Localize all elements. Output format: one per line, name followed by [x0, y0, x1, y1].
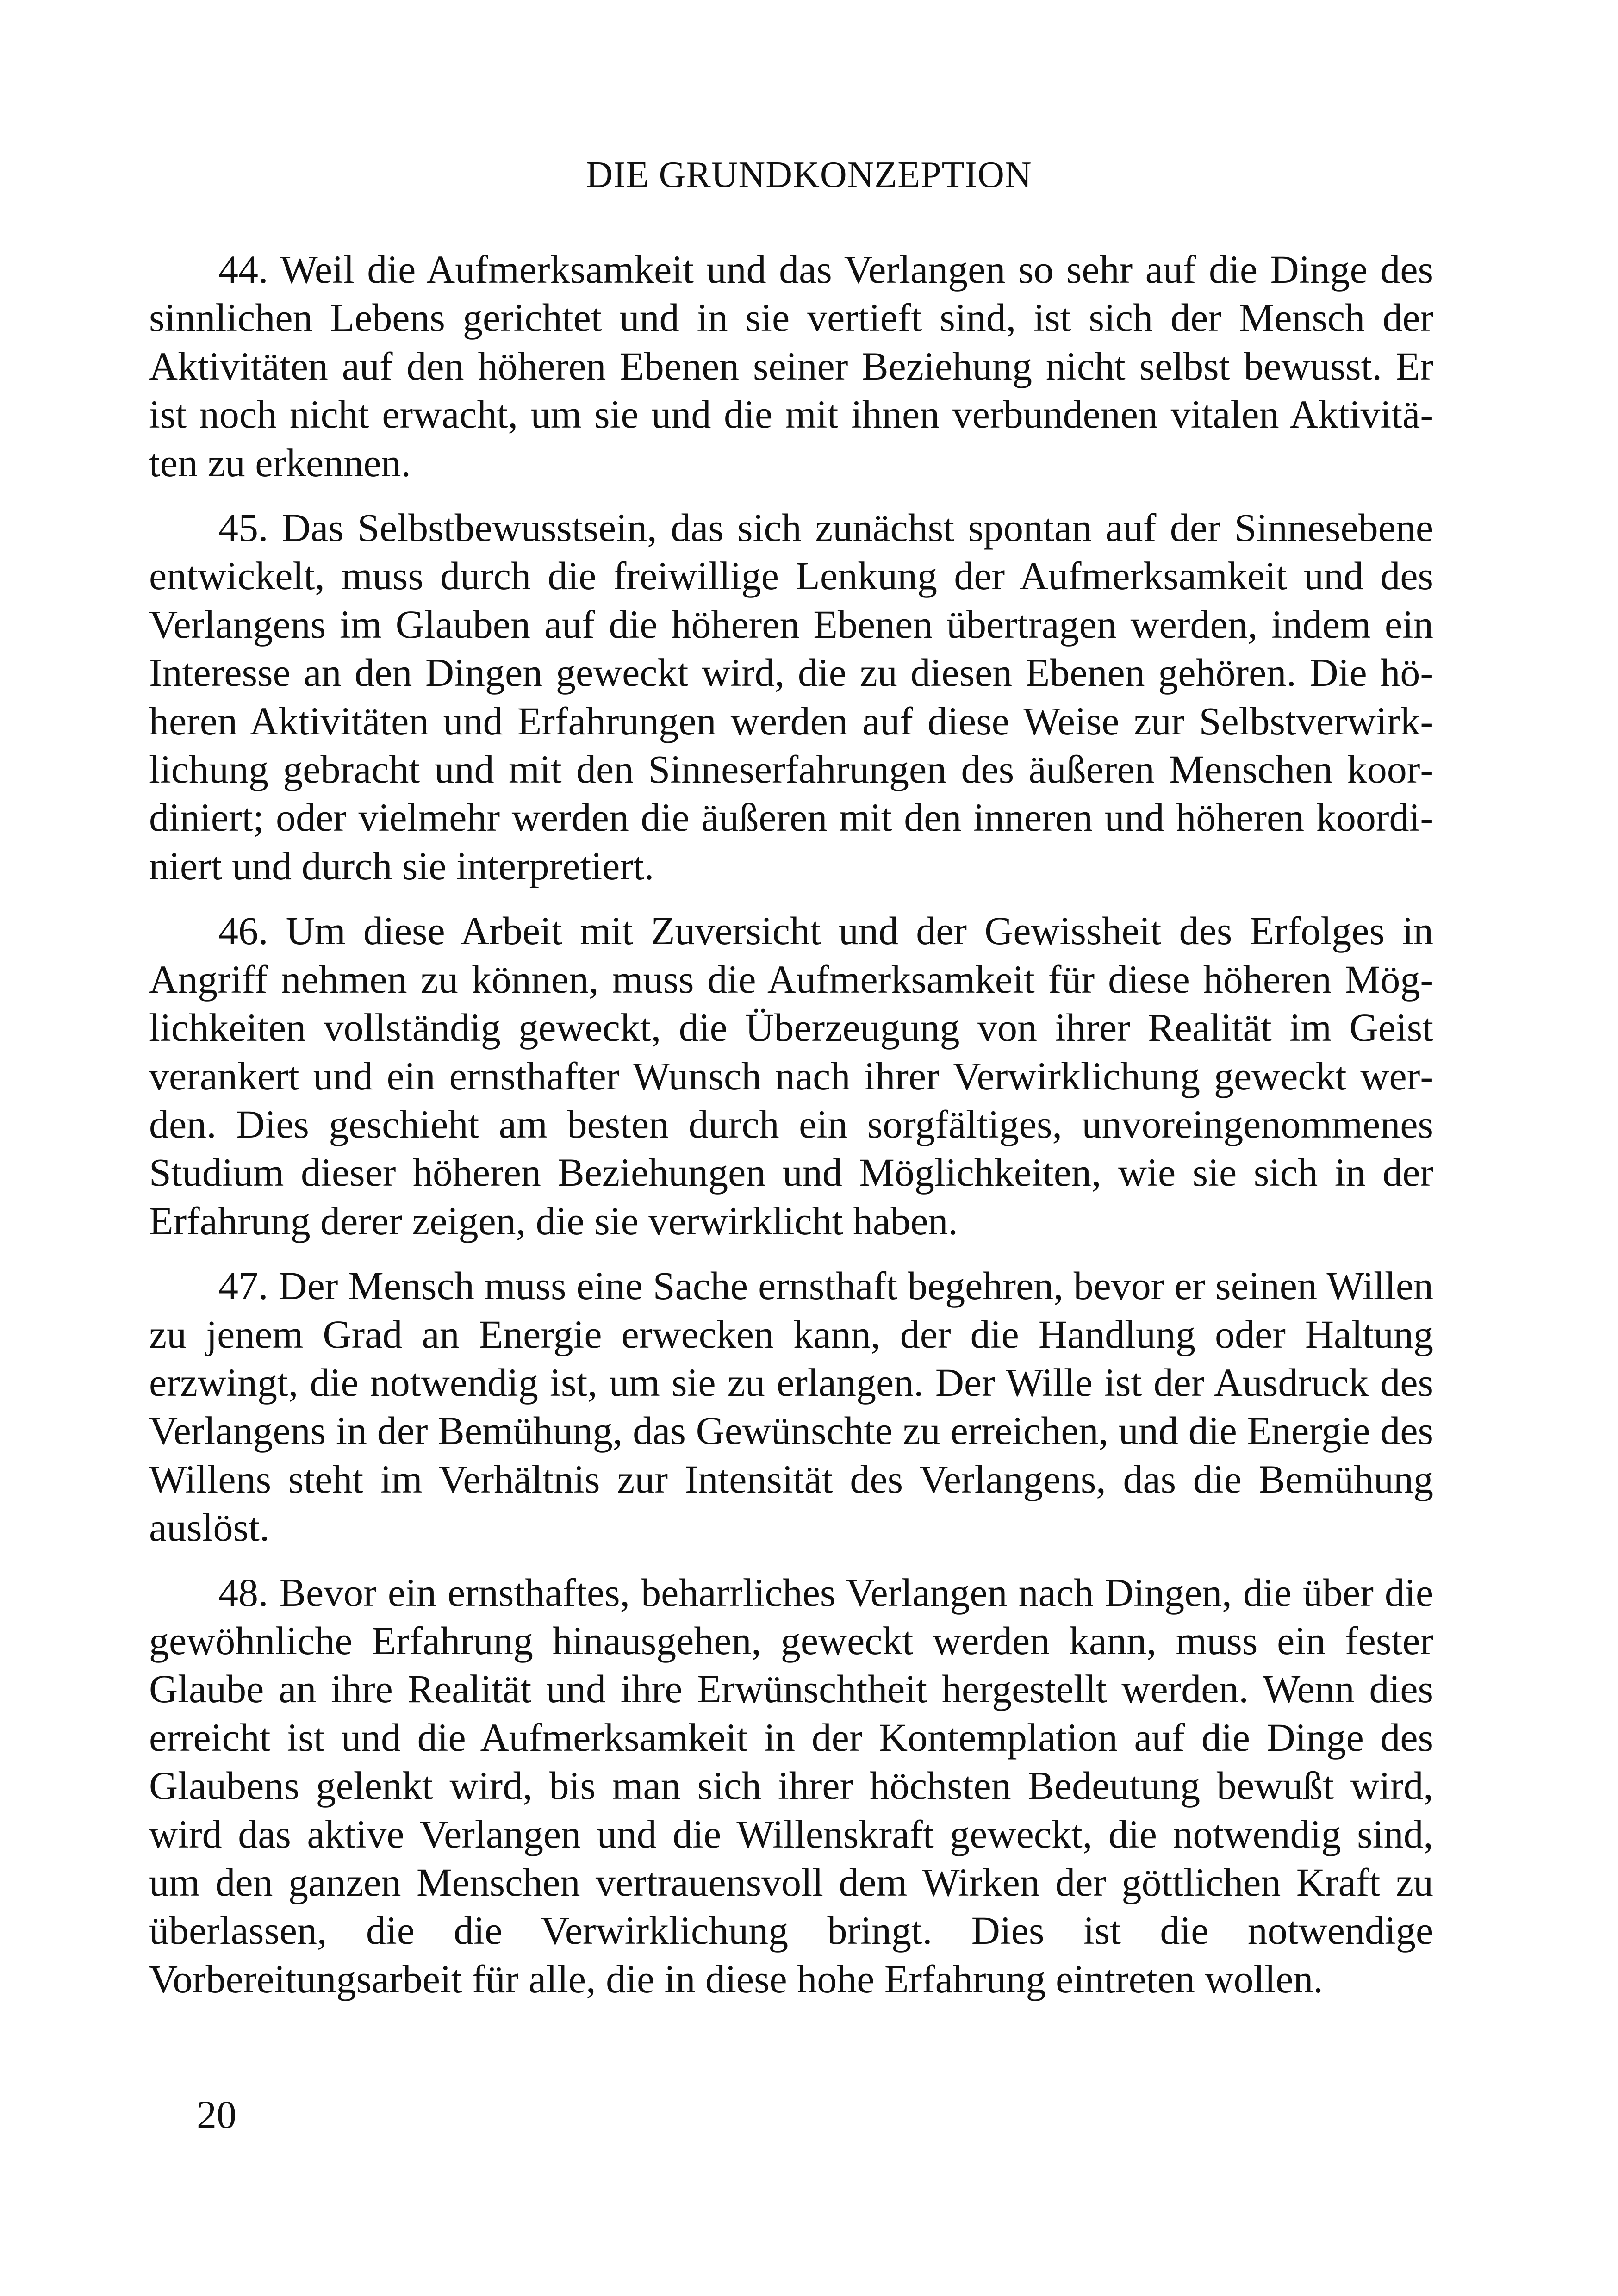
paragraph-44: 44. Weil die Aufmerksamkeit und das Verlangen so sehr auf die Dinge des sinnlichen Lebens gerichtet und in sie vertieft sind, ist sich der Mensch der Aktivitäten auf den höheren Ebenen seiner Beziehung nicht selbst bewusst. Er ist noch nicht erwacht, um sie und die mit ihnen verbundenen vitalen Aktivitäten zu erkennen.	[149, 247, 1433, 485]
page-number: 20	[197, 2092, 236, 2137]
body-text	[149, 245, 1433, 2020]
paragraph-46: 46. Um diese Arbeit mit Zuversicht und der Gewissheit des Erfolges in Angriff nehmen zu können, muss die Aufmerksamkeit für diese höheren Möglichkeiten vollständig geweckt, die Überzeugung von ihrer Realität im Geist verankert und ein ernsthafter Wunsch nach ihrer Verwirklichung geweckt werden. Dies geschieht am besten durch ein sorgfältiges, unvoreingenommenes Studium dieser höheren Beziehungen und Möglichkeiten, wie sie sich in der Erfahrung derer zeigen, die sie verwirklicht haben.	[149, 908, 1433, 1243]
running-head: DIE GRUNDKONZEPTION	[586, 155, 1032, 195]
paragraph-48: 48. Bevor ein ernsthaftes, beharrliches Verlangen nach Dingen, die über die gewöhnliche Erfahrung hinausgehen, geweckt werden kann, muss ein fester Glaube an ihre Realität und ihre Erwünschtheit hergestellt werden. Wenn dies erreicht ist und die Aufmerksamkeit in der Kontemplation auf die Dinge des Glaubens gelenkt wird, bis man sich ihrer höchsten Bedeutung bewußt wird, wird das aktive Verlangen und die Willenskraft geweckt, die notwendig sind, um den ganzen Menschen vertrauensvoll dem Wirken der göttlichen Kraft zu überlassen, die die Verwirklichung bringt. Dies ist die notwendige Vorbereitungsarbeit für alle, die in diese hohe Erfahrung eintreten wollen.	[149, 1570, 1433, 2001]
paragraph-45: 45. Das Selbstbewusstsein, das sich zunächst spontan auf der Sinnesebene entwickelt, muss durch die freiwillige Lenkung der Aufmerksamkeit und des Verlangens im Glauben auf die höheren Ebenen übertragen werden, indem ein Interesse an den Dingen geweckt wird, die zu diesen Ebenen gehören. Die höheren Aktivitäten und Erfahrungen werden auf diese Weise zur Selbstverwirklichung gebracht und mit den Sinneserfahrungen des äußeren Menschen koordiniert; oder vielmehr werden die äußeren mit den inneren und höheren koordiniert und durch sie interpretiert.	[149, 505, 1433, 888]
paragraph-47: 47. Der Mensch muss eine Sache ernsthaft begehren, bevor er seinen Willen zu jenem Grad an Energie erwecken kann, der die Handlung oder Haltung erzwingt, die notwendig ist, um sie zu erlangen. Der Wille ist der Ausdruck des Verlangens in der Bemühung, das Gewünschte zu erreichen, und die Energie des Willens steht im Verhältnis zur Intensität des Verlangens, das die Bemühung auslöst.	[149, 1263, 1433, 1550]
